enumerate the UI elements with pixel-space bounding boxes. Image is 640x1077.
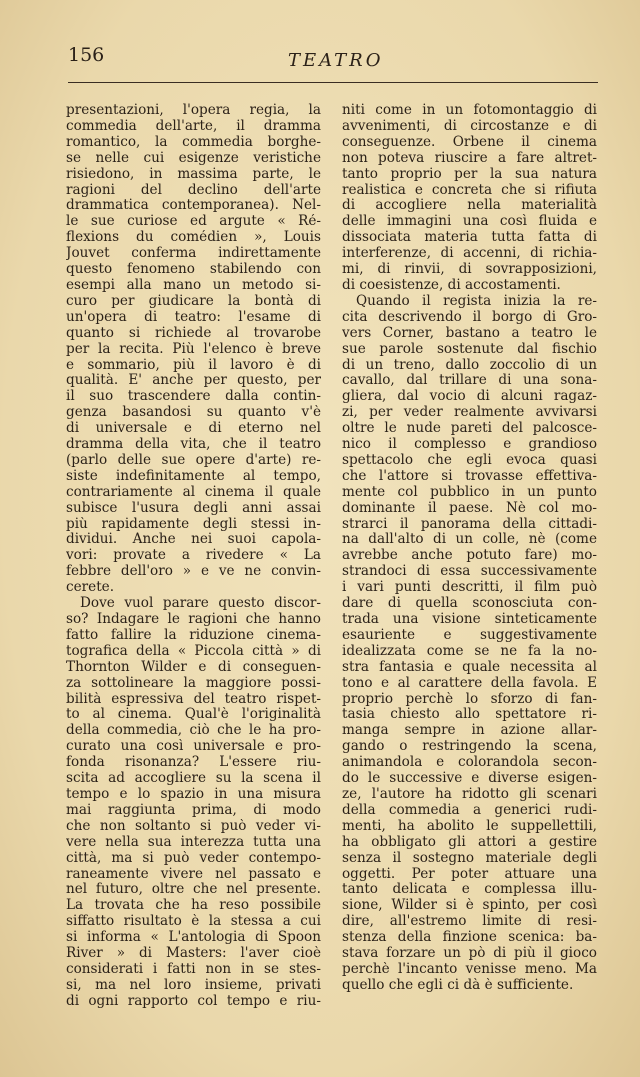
text-line: esauriente e suggestivamente [342,627,597,643]
text-line: tono e al carattere della favola. E [342,675,597,691]
text-line: ze, l'autore ha ridotto gli scenari [342,786,597,802]
text-line: siste indefinitamente al tempo, [66,468,321,484]
text-line: Thornton Wilder e di conseguen- [66,659,321,675]
text-line: dividui. Anche nei suoi capola- [66,532,321,548]
text-line: strarci il panorama della cittadi- [342,516,597,532]
text-line: le sue curiose ed argute « Ré- [66,214,321,230]
text-line: (parlo delle sue opere d'arte) re- [66,452,321,468]
text-line: stenza della finzione scenica: ba- [342,930,597,946]
text-line: romantico, la commedia borghe- [66,134,321,150]
text-line: più rapidamente degli stessi in- [66,516,321,532]
text-line: dissociata materia tutta fatta di [342,230,597,246]
text-line: zi, per veder realmente avvivarsi [342,405,597,421]
text-line: di universale e di eterno nel [66,421,321,437]
text-line: della commedia, ciò che le ha pro- [66,723,321,739]
text-line: dominante il paese. Nè col mo- [342,500,597,516]
text-line: delle immagini una così fluida e [342,214,597,230]
text-line: vere nella sua interezza tutta una [66,834,321,850]
text-line: River » di Masters: l'aver cioè [66,946,321,962]
text-line: senza il sostegno materiale degli [342,850,597,866]
page-header [68,44,600,80]
text-line: mente col pubblico in un punto [342,484,597,500]
text-line: contrariamente al cinema il quale [66,484,321,500]
text-line: dire, all'estremo limite di resi- [342,914,597,930]
text-line: mi, di rinvii, di sovrapposizioni, [342,262,597,278]
text-line: Jouvet conferma indirettamente [66,246,321,262]
text-line: to al cinema. Qual'è l'originalità [66,707,321,723]
text-line: bilità espressiva del teatro rispet- [66,691,321,707]
text-line: non poteva riuscire a fare altret- [342,150,597,166]
text-line: di accogliere nella materialità [342,198,597,214]
text-line: questo fenomeno stabilendo con [66,262,321,278]
text-line: manga sempre in azione allar- [342,723,597,739]
left-text-column [66,103,321,1010]
text-line: un'opera di teatro: l'esame di [66,309,321,325]
text-line: so? Indagare le ragioni che hanno [66,612,321,627]
text-line: tanto delicata e complessa illu- [342,882,597,898]
text-line: stava forzare un pò di più il gioco [342,946,597,962]
text-line: do le successive e diverse esigen- [342,771,597,787]
text-line: La trovata che ha reso possibile [66,898,321,914]
text-line: i vari punti descritti, il film può [342,580,597,596]
text-line: vers Corner, bastano a teatro le [342,325,597,341]
text-line: qualità. E' anche per questo, per [66,373,321,389]
text-line: subisce l'usura degli anni assai [66,500,321,516]
text-line: cerete. [66,580,115,596]
text-line: fonda risonanza? L'essere riu- [66,755,321,771]
text-line: niti come in un fotomontaggio di [342,103,597,118]
text-line: idealizzata come se ne fa la no- [342,643,597,659]
running-title: TEATRO [288,50,384,71]
text-line: quello che egli ci dà è sufficiente. [342,977,574,993]
text-line: gando o restringendo la scena, [342,739,597,755]
text-line: siffatto risultato è la stessa a cui [66,914,321,930]
text-line: ragioni del declino dell'arte [66,182,321,198]
text-line: dare di quella sconosciuta con- [342,596,597,612]
text-line: mai raggiunta prima, di modo [66,802,321,818]
right-text-column [342,103,597,994]
text-line: genza basandosi su quanto v'è [66,405,321,421]
text-line: spettacolo che egli evoca quasi [342,452,597,468]
text-line: proprio perchè lo sforzo di fan- [342,691,597,707]
header-rule [68,82,598,83]
text-line: flexions du comédien », Louis [66,230,321,246]
text-line: esempi alla mano un metodo si- [66,277,321,293]
text-line: avrebbe anche potuto fare) mo- [342,548,597,564]
text-line: sue parole sostenute dal fischio [342,341,597,357]
text-line: che l'attore si trovasse effettiva- [342,468,597,484]
text-line: cita descrivendo il borgo di Gro- [342,309,597,325]
text-line: vori: provate a rivedere « La [66,548,321,564]
text-line: strandoci di essa successivamente [342,564,597,580]
text-line: Dove vuol parare questo discor- [80,596,321,612]
text-line: si informa « L'antologia di Spoon [66,930,321,946]
text-line: za sottolineare la maggiore possi- [66,675,321,691]
text-line: il suo trascendere dalla contin- [66,389,321,405]
text-line: della commedia a generici rudi- [342,802,597,818]
text-line: sione, Wilder si è spinto, per così [342,898,597,914]
text-line: gliera, dal vocio di alcuni ragaz- [342,389,597,405]
text-line: e sommario, più il lavoro è di [66,357,321,373]
text-line: realistica e concreta che si rifiuta [342,182,597,198]
text-line: di ogni rapporto col tempo e riu- [66,993,321,1009]
text-line: fatto fallire la riduzione cinema- [66,627,321,643]
text-line: interferenze, di accenni, di richia- [342,246,597,262]
text-line: considerati i fatti non in se stes- [66,961,321,977]
text-line: se nelle cui esigenze veristiche [66,150,321,166]
text-line: risiedono, in massima parte, le [66,166,321,182]
text-line: dramma della vita, che il teatro [66,437,321,453]
text-line: animandola e colorandola secon- [342,755,597,771]
text-line: città, ma si può veder contempo- [66,850,321,866]
text-line: si, ma nel loro insieme, privati [66,977,321,993]
text-line: drammatica contemporanea). Nel- [66,198,321,214]
text-line: menti, ha abolito le suppellettili, [342,818,597,834]
text-line: avvenimenti, di circostanze e di [342,118,597,134]
text-line: curo per giudicare la bontà di [66,293,321,309]
text-line: Quando il regista inizia la re- [356,293,597,309]
text-line: di coesistenze, di accostamenti. [342,277,561,293]
text-line: ha obbligato gli attori a gestire [342,834,597,850]
text-line: di un treno, dallo zoccolio di un [342,357,597,373]
text-line: scita ad accogliere su la scena il [66,771,321,787]
text-line: perchè l'incanto venisse meno. Ma [342,961,597,977]
text-line: na dall'alto di un colle, nè (come [342,532,597,548]
text-line: tempo e lo spazio in una misura [66,786,321,802]
text-line: trada una visione sinteticamente [342,612,597,627]
text-line: per la recita. Più l'elenco è breve [66,341,321,357]
text-line: nico il complesso e grandioso [342,437,597,453]
text-line: che non soltanto si può veder vi- [66,818,321,834]
text-line: tografica della « Piccola città » di [66,643,321,659]
text-line: tasia chiesto allo spettatore ri- [342,707,597,723]
text-line: cavallo, dal trillare di una sona- [342,373,597,389]
text-line: oltre le nude pareti del palcosce- [342,421,597,437]
text-line: tanto proprio per la sua natura [342,166,597,182]
text-line: nel futuro, oltre che nel presente. [66,882,321,898]
text-line: commedia dell'arte, il dramma [66,118,321,134]
text-line: raneamente vivere nel passato e [66,866,321,882]
text-line: conseguenze. Orbene il cinema [342,134,597,150]
text-line: presentazioni, l'opera regia, la [66,103,321,118]
text-line: stra fantasia e quale necessita al [342,659,597,675]
text-line: febbre dell'oro » e ve ne convin- [66,564,321,580]
text-line: quanto si richiede al trovarobe [66,325,321,341]
text-line: curato una così universale e pro- [66,739,321,755]
page-number: 156 [68,44,105,66]
text-line: oggetti. Per poter attuare una [342,866,597,882]
